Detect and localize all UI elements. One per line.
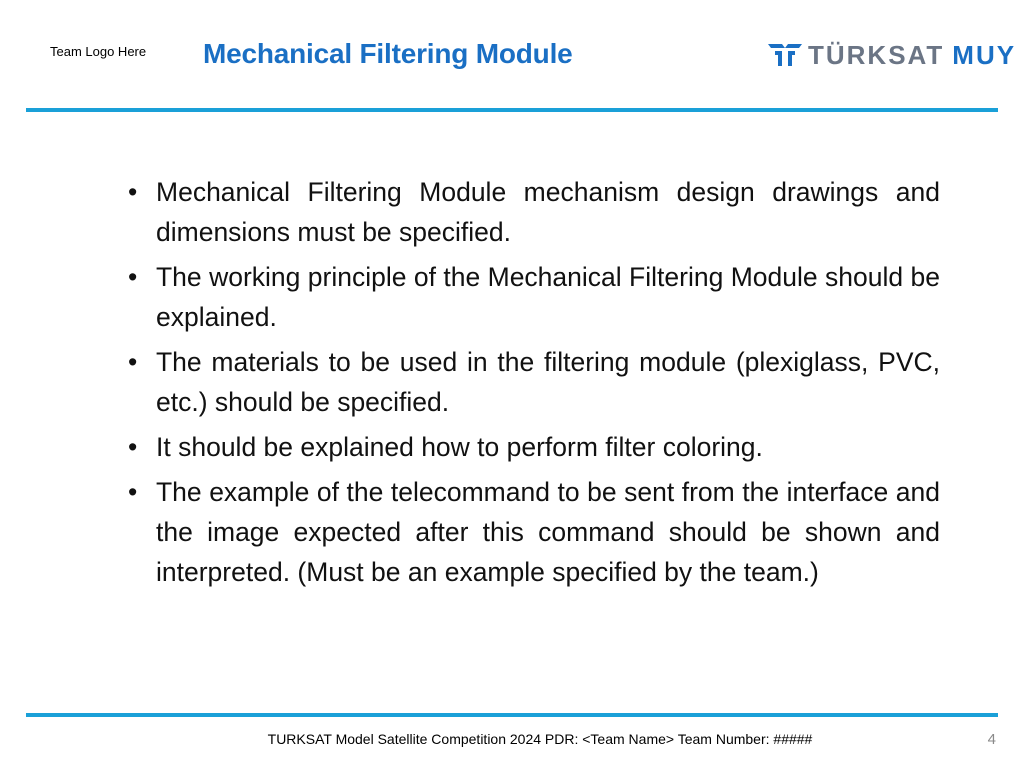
bullet-item: • The materials to be used in the filtering module (plexiglass, PVC, etc.) should be specified. — [128, 342, 940, 422]
footer-divider — [26, 713, 998, 717]
slide-title: Mechanical Filtering Module — [203, 38, 573, 69]
brand-name: TÜRKSAT — [808, 39, 945, 70]
bullet-item: • Mechanical Filtering Module mechanism design drawings and dimensions must be specified. — [128, 172, 940, 252]
turksat-logo-icon — [768, 42, 802, 68]
bullet-item: • The working principle of the Mechanical Filtering Module should be explained. — [128, 257, 940, 337]
brand-logo — [768, 38, 1016, 72]
bullet-item: • It should be explained how to perform filter coloring. — [128, 427, 940, 467]
header-divider — [26, 108, 998, 112]
team-logo-placeholder: Team Logo Here — [50, 44, 147, 59]
bullet-item: • The example of the telecommand to be sent from the interface and the image expected after this command should be shown and interpreted. (Must be an example specified by the team.) — [128, 472, 940, 592]
page-number: 4 — [987, 731, 996, 748]
brand-sub: MUY — [952, 39, 1017, 70]
footer-text: TURKSAT Model Satellite Competition 2024 PDR: <Team Name> Team Number: ##### — [267, 731, 813, 747]
bullet-list — [128, 172, 940, 597]
